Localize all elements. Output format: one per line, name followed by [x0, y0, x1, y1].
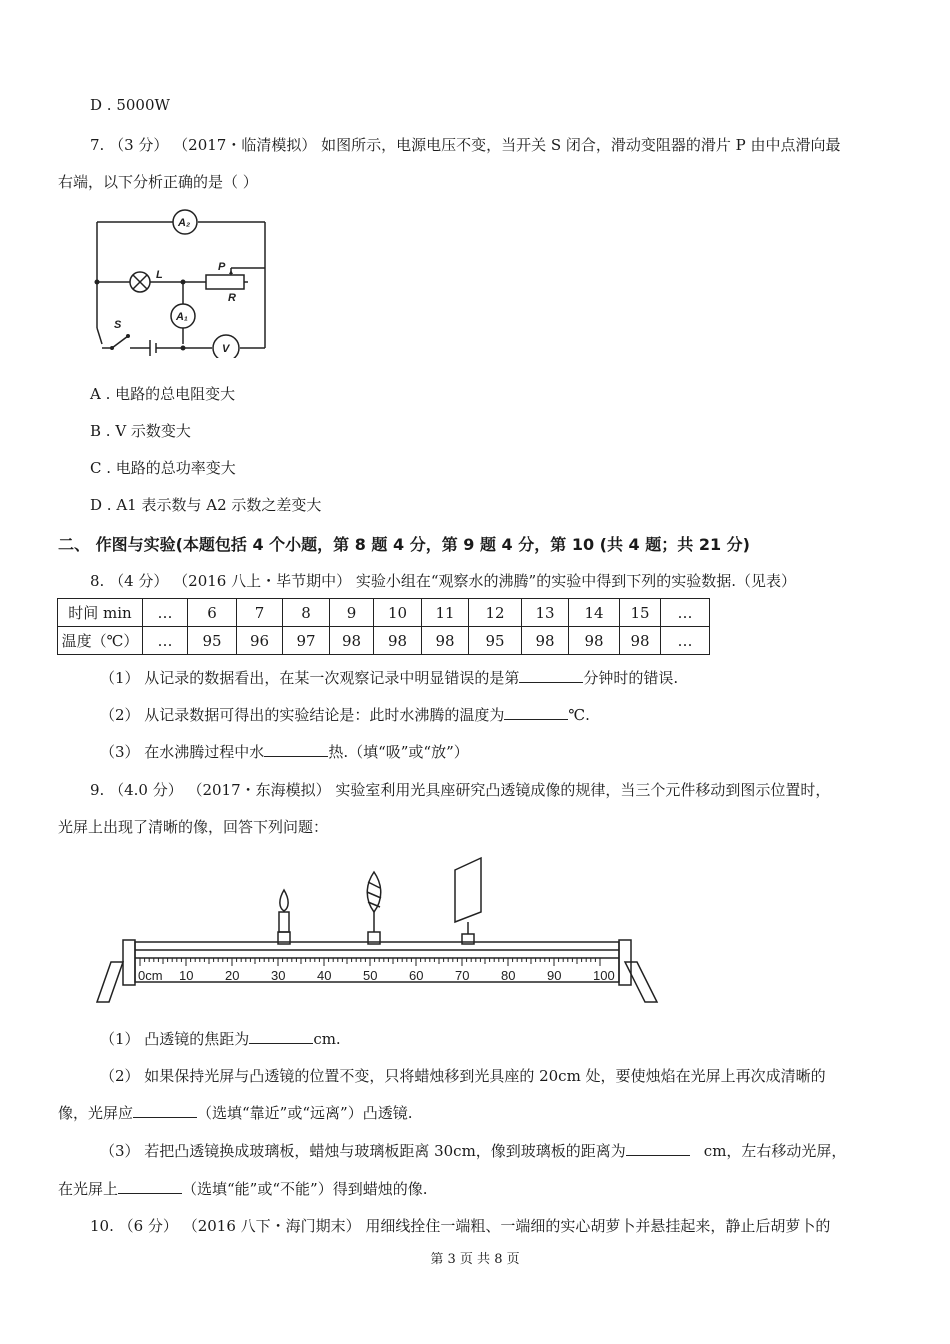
table-cell: 97 — [283, 627, 330, 655]
ruler-label: 90 — [547, 968, 562, 983]
q9-sub2-text: 像，光屏应 — [58, 1104, 134, 1122]
label-r: R — [228, 292, 236, 304]
q9-sub2-blank[interactable] — [133, 1103, 197, 1118]
label-s: S — [114, 319, 122, 331]
ruler-ticks — [140, 958, 600, 966]
q7-stem-line2: 右端，以下分析正确的是（ ） — [58, 173, 258, 191]
table-cell: 11 — [422, 599, 469, 627]
q9-sub2-line2 — [58, 1102, 412, 1123]
q9-sub3-text-2: 在光屏上 — [58, 1180, 119, 1198]
table-cell: 时间 min — [58, 599, 143, 627]
table-cell: 98 — [374, 627, 422, 655]
q9-sub3-text-mid: cm，左右移动光屏， — [703, 1142, 847, 1160]
page-footer: 第 3 页 共 8 页 — [430, 1252, 520, 1267]
q10-stem: 10. （6 分） （2016 八下・海门期末） 用细线拴住一端粗、一端细的实心胡萝卜并悬挂起来，静止后胡萝卜的 — [90, 1217, 831, 1235]
q8-sub2-text-end: ℃. — [568, 706, 590, 724]
ruler-labels — [138, 968, 615, 983]
q8-stem: 8. （4 分） （2016 八上・毕节期中） 实验小组在“观察水的沸腾”的实验中得到下列的实验数据.（见表） — [90, 572, 796, 590]
label-p: P — [218, 261, 226, 273]
q8-sub1-text: （1） 从记录的数据看出，在某一次观察记录中明显错误的是第 — [100, 669, 520, 687]
q9-sub1-text: （1） 凸透镜的焦距为 — [100, 1030, 250, 1048]
q9-sub2-line1: （2） 如果保持光屏与凸透镜的位置不变，只将蜡烛移到光具座的 20cm 处，要使烛焰在光屏上再次成清晰的 — [100, 1067, 826, 1085]
ruler-label: 40 — [317, 968, 332, 983]
ruler-label: 70 — [455, 968, 470, 983]
table-cell: 6 — [188, 599, 237, 627]
label-v: V — [222, 343, 230, 355]
ruler-label: 0cm — [138, 968, 163, 983]
table-cell: 98 — [330, 627, 374, 655]
label-a1: A₁ — [176, 311, 188, 323]
q8-sub2 — [100, 704, 590, 725]
q8-sub1-blank[interactable] — [519, 668, 583, 683]
table-cell: 13 — [522, 599, 569, 627]
optical-bench-diagram — [95, 850, 665, 1010]
q9-sub3-text: （3） 若把凸透镜换成玻璃板，蜡烛与玻璃板距离 30cm，像到玻璃板的距离为 — [100, 1142, 626, 1160]
circuit-diagram — [88, 208, 273, 358]
q8-sub3 — [100, 741, 469, 762]
table-cell: 96 — [237, 627, 283, 655]
q8-sub1-text-end: 分钟时的错误. — [583, 669, 679, 687]
table-cell: … — [661, 627, 710, 655]
q8-sub3-blank[interactable] — [264, 742, 328, 757]
q7-option-b: B . V 示数变大 — [90, 422, 191, 440]
ruler-label: 60 — [409, 968, 424, 983]
table-cell: 14 — [569, 599, 620, 627]
q9-sub2-text-end: （选填“靠近”或“远离”）凸透镜. — [197, 1104, 413, 1122]
table-cell: 98 — [569, 627, 620, 655]
q8-sub2-blank[interactable] — [504, 705, 568, 720]
table-row-time — [58, 599, 710, 627]
label-l: L — [156, 269, 163, 281]
table-cell: 15 — [620, 599, 661, 627]
ruler-label: 80 — [501, 968, 516, 983]
q8-sub2-text: （2） 从记录数据可得出的实验结论是：此时水沸腾的温度为 — [100, 706, 505, 724]
q6-option-d: D . 5000W — [90, 96, 170, 114]
table-cell: 温度（℃） — [58, 627, 143, 655]
q9-stem-line1: 9. （4.0 分） （2017・东海模拟） 实验室利用光具座研究凸透镜成像的规律，当三个元件移动到图示位置时， — [90, 781, 831, 799]
table-cell: 98 — [620, 627, 661, 655]
q8-data-table — [57, 598, 710, 655]
table-cell: 98 — [422, 627, 469, 655]
table-cell: … — [143, 599, 188, 627]
q9-sub3-line2 — [58, 1178, 427, 1199]
q9-sub1-text-end: cm. — [313, 1030, 341, 1048]
table-cell: 7 — [237, 599, 283, 627]
ruler-label: 20 — [225, 968, 240, 983]
table-row-temp — [58, 627, 710, 655]
section-2-heading: 二、 作图与实验(本题包括 4 个小题，第 8 题 4 分，第 9 题 4 分，第 10 (共 4 题；共 21 分) — [58, 535, 750, 554]
table-cell: 95 — [188, 627, 237, 655]
table-cell: 12 — [469, 599, 522, 627]
q7-option-d: D . A1 表示数与 A2 示数之差变大 — [90, 496, 322, 514]
q9-stem-line2: 光屏上出现了清晰的像，回答下列问题： — [58, 818, 329, 836]
q8-sub1 — [100, 667, 678, 688]
table-cell: … — [143, 627, 188, 655]
q7-stem-line1: 7. （3 分） （2017・临清模拟） 如图所示，电源电压不变，当开关 S 闭合，滑动变阻器的滑片 P 由中点滑向最 — [90, 136, 841, 154]
table-cell: 9 — [330, 599, 374, 627]
table-cell: 98 — [522, 627, 569, 655]
q9-sub1 — [100, 1028, 341, 1049]
q9-sub1-blank[interactable] — [249, 1029, 313, 1044]
q9-sub3-text-end: （选填“能”或“不能”）得到蜡烛的像. — [182, 1180, 428, 1198]
q9-sub3-blank-2[interactable] — [118, 1179, 182, 1194]
q8-sub3-text: （3） 在水沸腾过程中水 — [100, 743, 265, 761]
q7-option-c: C . 电路的总功率变大 — [90, 459, 236, 477]
table-cell: … — [661, 599, 710, 627]
q7-option-a: A . 电路的总电阻变大 — [90, 385, 236, 403]
q9-sub3-line1 — [100, 1140, 846, 1161]
ruler-label: 50 — [363, 968, 378, 983]
q9-sub3-blank-1[interactable] — [626, 1141, 690, 1156]
ruler-label: 100 — [593, 968, 615, 983]
table-cell: 8 — [283, 599, 330, 627]
ruler-label: 10 — [179, 968, 194, 983]
ruler-label: 30 — [271, 968, 286, 983]
label-a2: A₂ — [178, 217, 191, 229]
table-cell: 95 — [469, 627, 522, 655]
q8-sub3-text-end: 热.（填“吸”或“放”） — [328, 743, 469, 761]
table-cell: 10 — [374, 599, 422, 627]
